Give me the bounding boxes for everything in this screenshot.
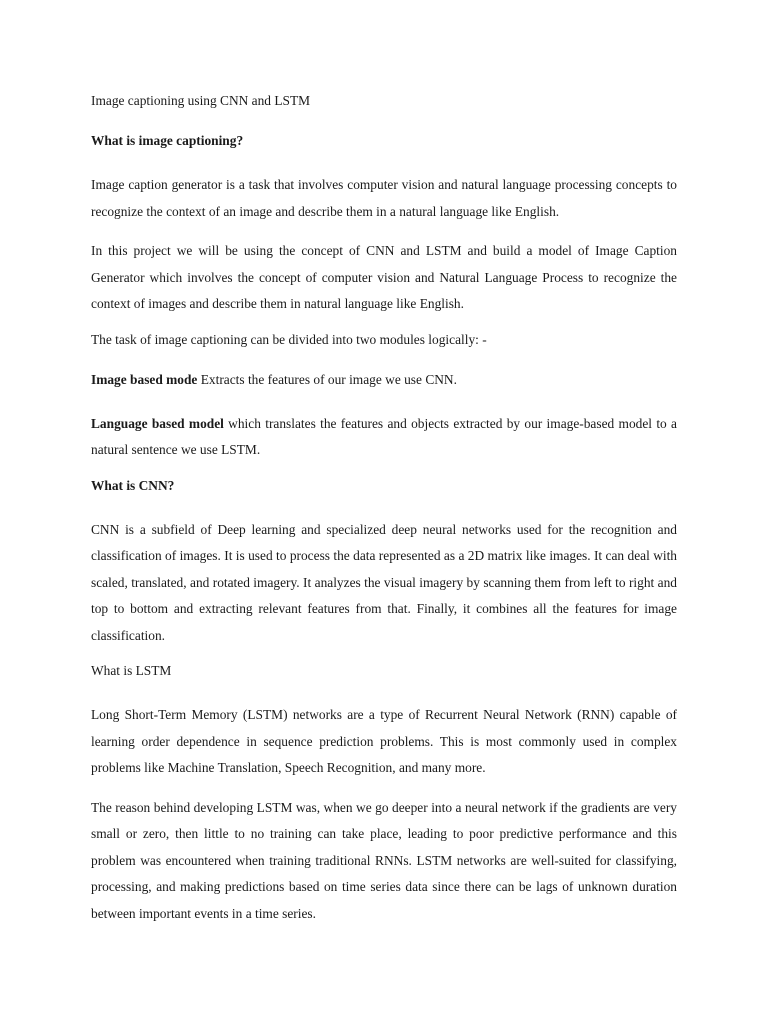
document-title: Image captioning using CNN and LSTM [91,93,311,108]
paragraph-lstm-motivation: The reason behind developing LSTM was, when we go deeper into a neural network if the gradients are very small or zero, then little to no training can take place, leading to poor predictive performance and this problem was encountered when training traditional RNNs. LSTM networks are well-suited for classifying, processing, and making predictions based on time series data since there can be lags of unknown duration between important events in a time series. [91,799,677,921]
paragraph-caption-generator-definition: Image caption generator is a task that involves computer vision and natural language processing concepts to recognize the context of an image and describe them in a natural language like English. [91,177,677,219]
heading-what-is-cnn: What is CNN? [91,477,175,493]
module-image-based [91,371,677,389]
module-language-based-label: Language based model [91,415,224,431]
module-image-based-label: Image based mode [91,371,198,387]
module-language-based [91,411,677,464]
document-page [91,92,677,940]
paragraph-project-description: In this project we will be using the concept of CNN and LSTM and build a model of Image Caption Generator which involves the concept of computer vision and Natural Language Process to recognize the context of images and describe them in natural language like English. [91,243,677,311]
paragraph-cnn-definition: CNN is a subfield of Deep learning and specialized deep neural networks used for the recognition and classification of images. It is used to process the data represented as a 2D matrix like images. It can deal with scaled, translated, and rotated imagery. It analyzes the visual imagery by scanning them from left to right and top to bottom and extracting relevant features from that. Finally, it combines all the features for image classification. [91,521,677,643]
module-language-based-text: which translates the features and objects extracted by our image-based model to a natural sentence we use LSTM. [91,415,677,457]
heading-what-is-image-captioning: What is image captioning? [91,133,244,148]
paragraph-two-modules: The task of image captioning can be divided into two modules logically: - [91,331,487,347]
module-image-based-text: Extracts the features of our image we use CNN. [197,371,457,387]
paragraph-lstm-definition: Long Short-Term Memory (LSTM) networks are a type of Recurrent Neural Network (RNN) capable of learning order dependence in sequence prediction problems. This is most commonly used in complex problems like Machine Translation, Speech Recognition, and many more. [91,707,677,775]
heading-what-is-lstm: What is LSTM [91,663,172,678]
